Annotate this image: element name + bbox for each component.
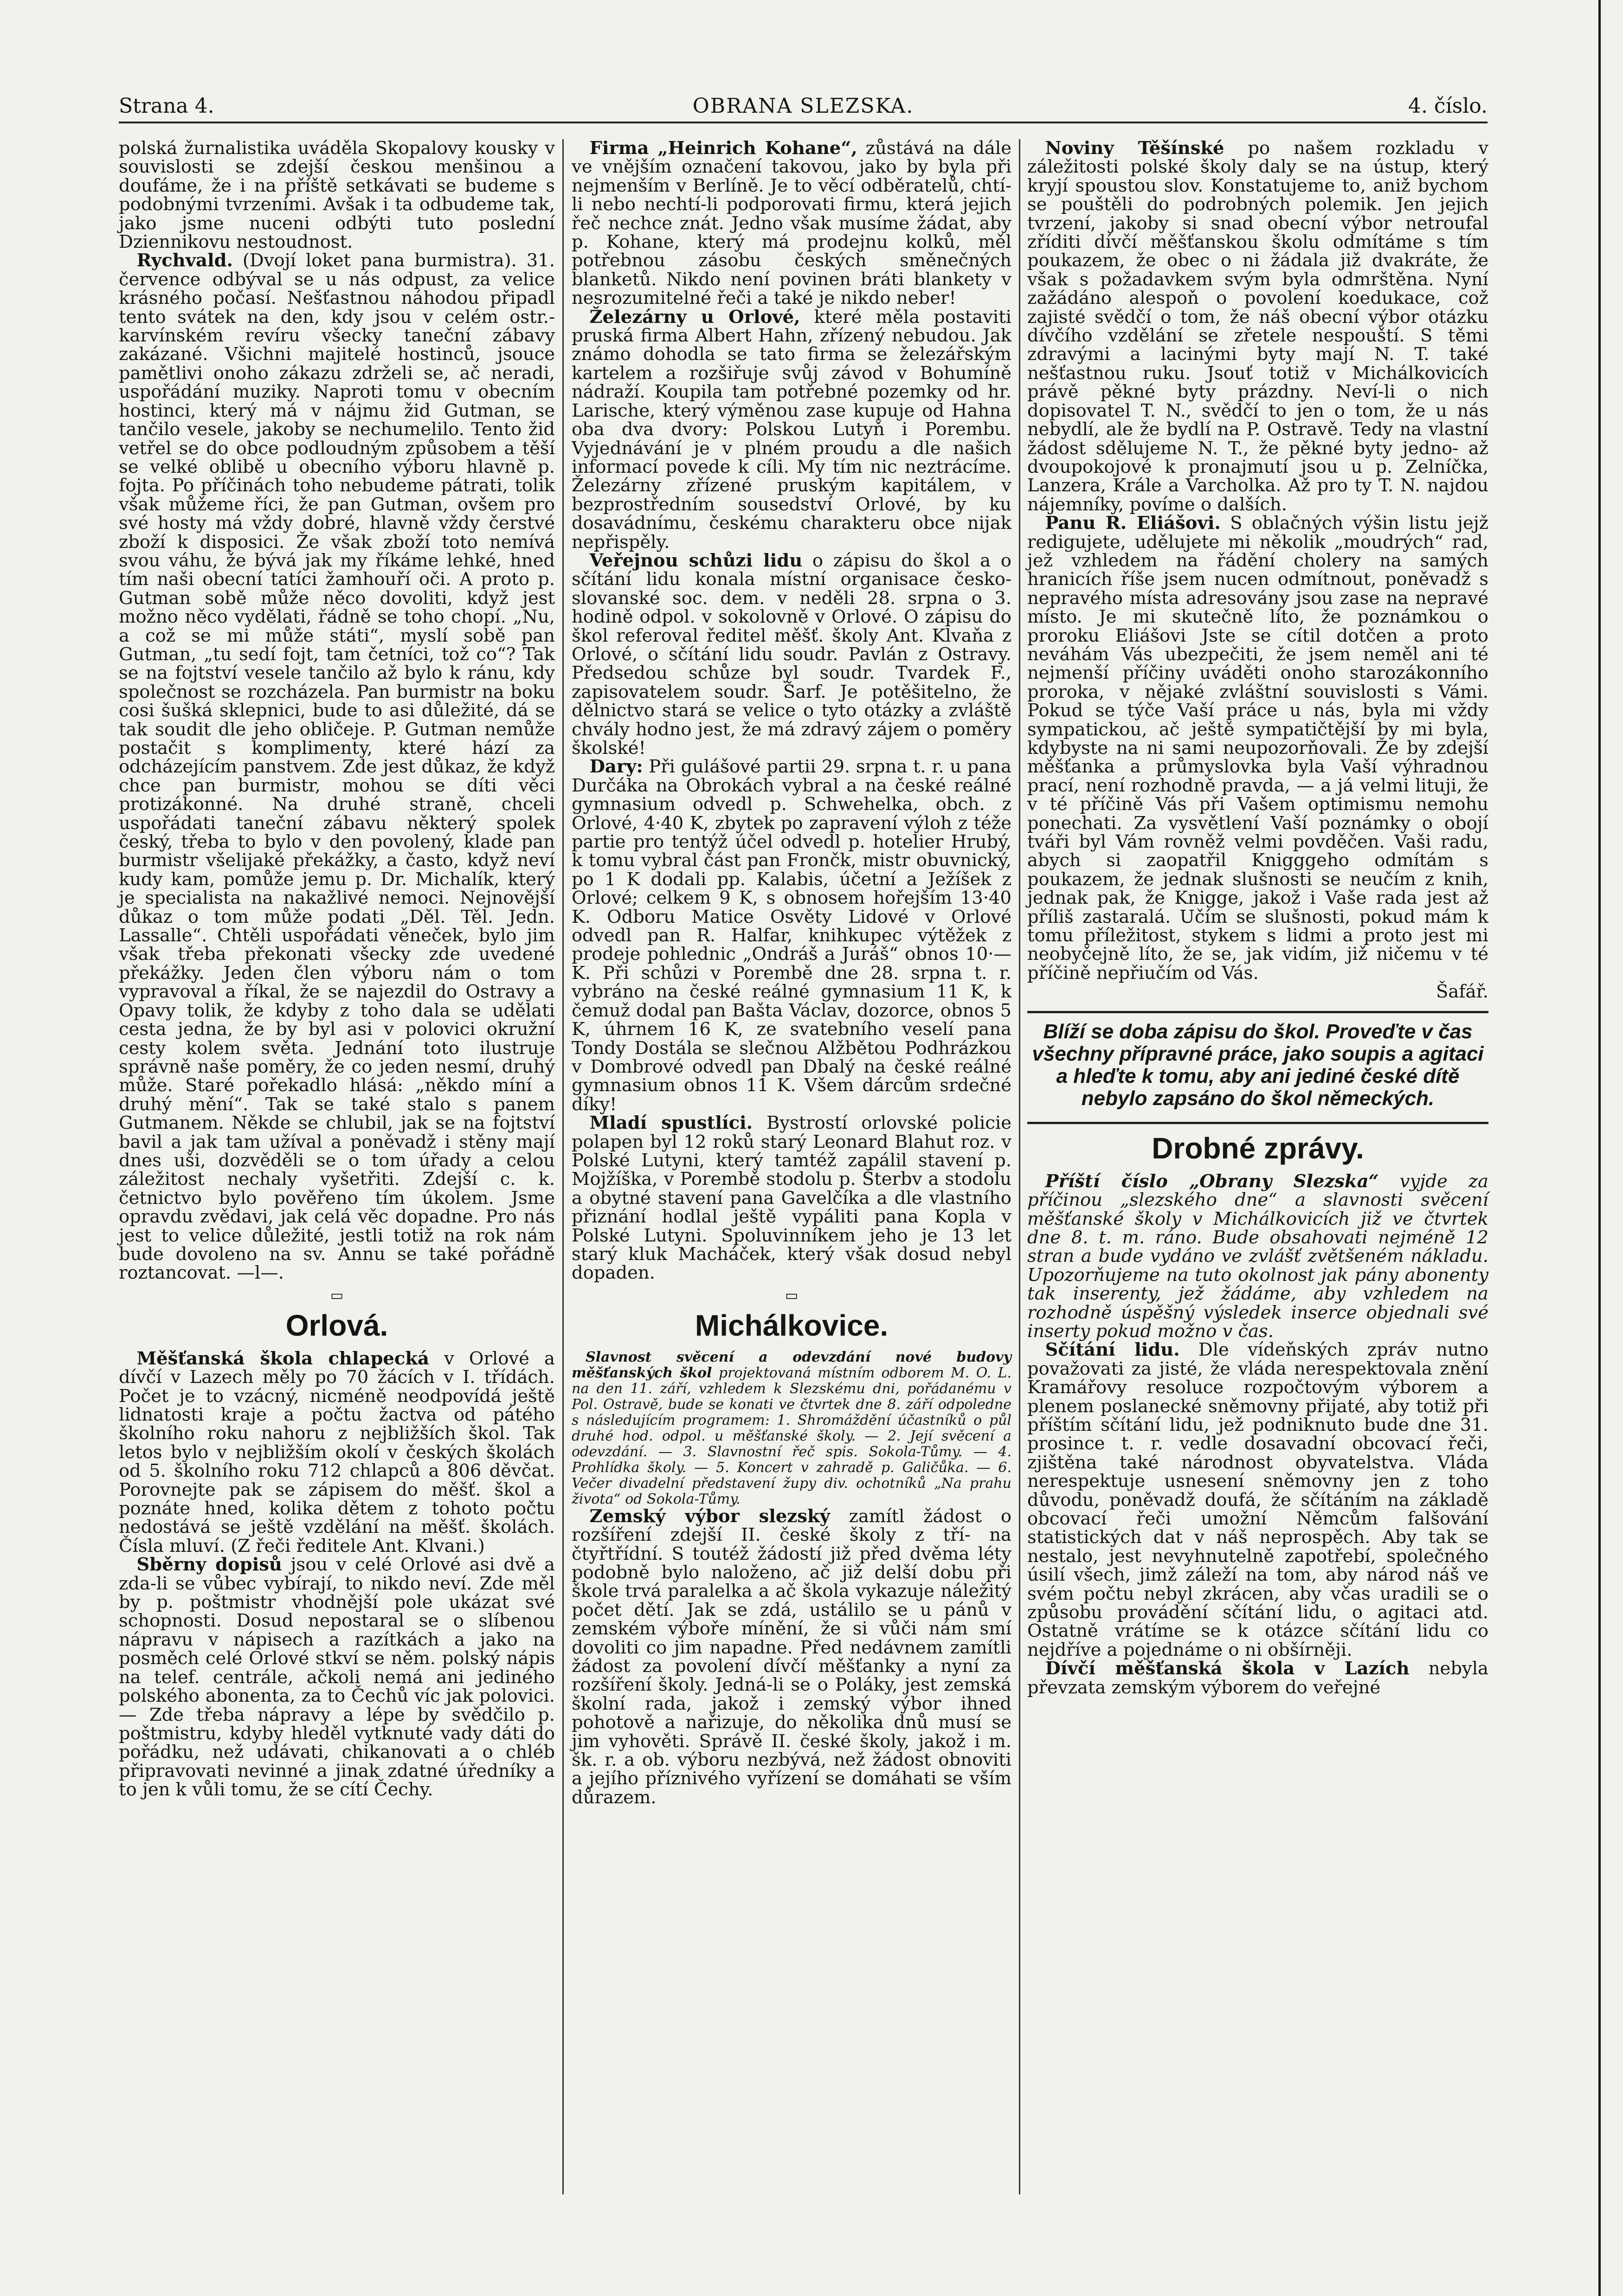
article-lead: Dary: <box>589 756 643 778</box>
article-lead: Veřejnou schůzi lidu <box>589 550 803 571</box>
section-ornament: ▭ <box>785 1287 799 1304</box>
article-paragraph: Železárny u Orlové, které měla postaviti pruská firma Albert Hahn, zřízený nebudou. Jak známo dohodla se tato firma se železářským kartelem a rozšiřuje svůj závod v Bohumíně nádraží. Koupila tam potřebné pozemky od hr. Larische, který výměnou zase kupuje od Hahna oba dva dvory: Polskou Lutyň i Porembu. Vyjednávání je v plném proudu a dle našich informací povede k cíli. My tím nic neztrácíme. Železárny zřízené pruským kapitálem, v bezprostředním sousedství Orlové, by ku dosavádnímu, českému charakteru obce nijak nepřispěly. <box>572 306 1011 553</box>
article-paragraph: Měšťanská škola chlapecká v Orlové a dívčí v Lazech měly po 70 žácích v I. třídách. Počet je to vzácný, nicméně neodpovídá ještě lidnatosti kraje a počtu žactva od pátého školního roku nahoru z nejbližších škol. Tak letos bylo v nejbližším okolí v českých školách od 5. školního roku 712 chlapců a 806 děvčat. Porovnejte pak se zápisem do měšť. škol a poznáte hned, kolika dětem z tohoto počtu nedostává se ještě vzdělání na měšť. školách. Čísla mluví. (Z řeči ředitele Ant. Klvani.) <box>119 1348 555 1556</box>
page-number: Strana 4. <box>119 94 214 118</box>
column-1 <box>119 139 555 1800</box>
article-paragraph: Mladí spustlíci. Bystrostí orlovské policie polapen byl 12 roků starý Leonard Blahut roz. v Polské Lutyni, který tamtéž zapálil stavení p. Mojžíška, v Porembě stodolu p. Šterbv a stodolu a obytné stavení pana Gavelčíka a dle vlastního přiznání hodlal ještě vypáliti pana Kopla v Polské Lutyni. Spoluvinníkem jeho je 13 let starý kluk Macháček, který však dosud nebyl dopaden. <box>572 1113 1011 1284</box>
article-paragraph: Rychvald. (Dvojí loket pana burmistra). 31. července odbýval se u nás odpust, za velice krásného počasí. Nešťastnou náhodou připadl tento svátek na den, kdy jsou v celém ostr.-karvínském revíru všecky taneční zábavy zakázané. Všichni majitelé hostinců, jsouce pamětlivi onoho zákazu zdrželi se, ač neradi, uspořádání muziky. Naproti tomu v obecním hostinci, který má v nájmu žid Gutman, se tančilo vesele, jakoby se nechumelilo. Tento žid vetřel se do obce podloudným způsobem a těší se velké oblibě u obecního výboru hlavně p. fojta. Po příčinách toho nebudeme pátrati, tolik však můžeme říci, že pan Gutman, ovšem pro své hosty má vždy dobré, hlavně vždy čerstvé zboží k disposici. Že však zboží toto nemívá svou váhu, že bývá jak my říkáme lehké, hned tím naši obecní tatíci žamhouří oči. A proto p. Gutman sobě může něco dovoliti, když jest možno něco vydělati, řádně se toho chopí. „Nu, a což se mi může státi“, myslí sobě pan Gutman, „tu sedí fojt, tam četníci, tož co“? Tak se na fojtství vesele tančilo až bylo k ránu, kdy společnost se rozcházela. Pan burmistr na boku cosi šušká sklepnici, bude to asi důležité, dá se tak soudit dle jeho obličeje. P. Gutman nemůže postačit s komplimenty, které hází za odcházejícím panstvem. Zde jest důkaz, že když chce pan burmistr, mohou se díti věci protizákonné. Na druhé straně, chceli uspořádati taneční zábavu některý spolek český, třeba to bylo v den povolený, klade pan burmistr všelijaké překážky, a často, když neví kudy kam, pomůže jemu p. Dr. Michalík, který je specialista na nakažlivé nemoci. Nejnovější důkaz o tom může podati „Děl. Těl. Jedn. Lassalle“. Chtěli uspořádati věneček, bylo jim však třeba překonati všecky zde uvedené překážky. Jeden člen výboru nám o tom vypravoval a říkal, že se najezdil do Ostravy a Opavy tolik, že kdyby z toho dala se udělati cesta jedna, že by byl asi v polovici okružní cesty kolem světa. Jednání toto ilustruje správně naše poměry, že co jeden nesmí, druhý může. Staré pořekadlo hlásá: „někdo míní a druhý mění“. Tak se také stalo s panem Gutmanem. Někde se chlubil, jak se na fojtství bavil a jak tam užíval a poněvadž i stěny mají dnes uši, dozvěděli se o tom úřady a celou záležitost nechaly vyšetřiti. Zdejší c. k. četnictvo bylo pověřeno tím úkolem. Jsme opravdu zvědavi, jak celá věc dopadne. Pro nás jest to velice důležité, jestli totiž na rok nám bude dovoleno na sv. Annu se také pořádně roztancovat. —l—. <box>119 250 555 1284</box>
article-paragraph: Zemský výbor slezský zamítl žádost o rozšíření zdejší II. české školy z tří- na čtyřtřídní. S toutéž žádostí již před dvěma léty podobně bylo naloženo, ač již delší dobu při škole trvá paralelka a ač škola vykazuje náležitý počet dětí. Jak se zdá, ustálilo se u pánů v zemském výboře mínění, že si vůči nám smí dovoliti co jim napadne. Před nedávnem zamítli žádost za povolení dívčí měšťanky a nyní za rozšíření školy. Jedná-li se o Poláky, jest zemská školní rada, jakož i zemský výbor ihned pohotově a nařizuje, do několika dnů musí se jim vyhověti. Správě II. české školy, jakož i m. šk. r. a ob. výboru nezbývá, než žádost obnoviti a jejího příznivého vyřízení se domáhati se vším důrazem. <box>572 1505 1011 1808</box>
school-enrollment-notice: Blíží se doba zápisu do škol. Proveďte v čas všechny přípravné práce, jako soupis a agitaci a hleďte k tomu, aby ani jediné české dítě nebylo zapsáno do škol německých. <box>1032 1020 1484 1110</box>
article-lead: Slavnost svěcení a odevzdání nové budovy měšťanských škol <box>572 1349 1011 1381</box>
article-lead: Dívčí měšťanská škola v Lazích <box>1045 1658 1410 1679</box>
article-lead: Firma „Heinrich Kohane“, <box>589 138 857 159</box>
scan-edge-line <box>1598 0 1601 2296</box>
column-rule <box>562 139 564 2194</box>
article-paragraph: Dívčí měšťanská škola v Lazích nebyla převzata zemským výborem do veřejné <box>1027 1658 1489 1698</box>
article-lead: Mladí spustlíci. <box>589 1113 753 1134</box>
page-header <box>119 91 1488 123</box>
section-heading: Michálkovice. <box>695 1308 889 1342</box>
masthead-title: OBRANA SLEZSKA. <box>692 94 914 118</box>
notice-rule-top <box>1027 1011 1488 1013</box>
article-paragraph: Veřejnou schůzi lidu o zápisu do škol a o sčítání lidu konala místní organisace česko-slovanské soc. dem. v neděli 28. srpna o 3. hodině odpol. v sokolovně v Orlové. O zápisu do škol referoval ředitel měšť. školy Ant. Klvaňa z Orlové, o sčítání lidu soudr. Pavlán z Ostravy. Předsedou schůze byl soudr. Tvardek F., zapisovatelem soudr. Šarf. Je potěšitelno, že dělnictvo stará se velice o tyto otázky a zvláště chvály hodno jest, že má zdravý zájem o poměry školské! <box>572 550 1011 759</box>
article-lead: Panu R. Eliášovi. <box>1045 513 1221 534</box>
article-paragraph: Noviny Těšínské po našem rozkladu v záležitosti polské školy daly se na ústup, který kryjí spoustou slov. Konstatujeme to, aniž bychom se pouštěli do podrobných polemik. Jen jejich tvrzení, jakoby si snad obecní výbor netroufal zříditi dívčí měšťanskou školu odmítáme s tím poukazem, že obec o ni žádala již dvakráte, že však s požadavkem svým byla odmrštěna. Nyní zažádáno alespoň o povolení koedukace, což zajisté svědčí o tom, že náš obecní výbor otázku dívčího vzdělání se zřetele nespouští. S těmi zdravými a lacinými byty mají N. T. také nešťastnou ruku. Jsouť totiž v Michálkovicích právě pěkné byty prázdny. Neví-li o nich dopisovatel T. N., svědčí to jen o tom, že u nás nebydlí, ale že bydlí na P. Ostravě. Tedy na vlastní žádost sdělujeme N. T., že pěkné byty jedno- až dvoupokojové k pronajmutí jsou u p. Zelníčka, Lanzera, Krále a Varcholka. Až pro ty T. N. najdou nájemníky, povíme o dalších. <box>1027 138 1489 515</box>
issue-number: 4. číslo. <box>1408 94 1488 118</box>
article-paragraph: Dary: Při gulášové partii 29. srpna t. r. u pana Durčáka na Obrokách vybral a na české reálné gymnasium odvedl p. Schwehelka, obch. z Orlové, 4·40 K, zbytek po zapravení výloh z téže partie pro tentýž účel odvedl p. hotelier Hrubý, k tomu vybral část pan Frončk, mistr obuvnický, po 1 K dodali pp. Kalabis, účetní a Ježíšek z Orlové; celkem 9 K, s obnosem hořejším 13·40 K. Odboru Matice Osvěty Lidové v Orlové odvedl pan R. Halfar, knihkupec výtěžek z prodeje pohlednic „Ondráš a Juráš“ obnos 10·— K. Při schůzi v Porembě dne 28. srpna t. r. vybráno na české reálné gymnasium 11 K, k čemuž dodal pan Bašta Václav, dozorce, obnos 5 K, úhrnem 16 K, ze svatebního veselí pana Tondy Dostála se slečnou Alžbětou Podhrázkou v Dombrové odvedl pan Dbalý na české reálné gymnasium obnos 11 K. Všem dárcům srdečné díky! <box>572 756 1011 1115</box>
column-rule <box>1019 139 1020 2194</box>
article-lead: Sčítání lidu. <box>1045 1339 1180 1361</box>
section-ornament: ▭ <box>330 1287 344 1304</box>
article-lead: Noviny Těšínské <box>1045 138 1224 159</box>
column-3 <box>1027 139 1488 1697</box>
notice-rule-bottom <box>1027 1122 1488 1124</box>
article-lead: Sběrny dopisů <box>136 1554 282 1576</box>
author-signature: Šafář. <box>1436 981 1488 1003</box>
article-lead: Rychvald. <box>136 250 233 271</box>
article-lead: Zemský výbor slezský <box>589 1505 831 1527</box>
announcement-paragraph: Slavnost svěcení a odevzdání nové budovy měšťanských škol projektovaná místním odborem M. O. L. na den 11. září, vzhledem k Slezskému dni, pořádanému v Pol. Ostravě, bude se konati ve čtvrtek dne 8. září odpoledne s následujícím programem: 1. Shromáždění účastníků o půl druhé hod. odpol. u měšťanské školy. — 2. Její svěcení a odevzdání. — 3. Slavnostní řeč spis. Sokola-Tůmy. — 4. Prohlídka školy. — 5. Koncert v zahradě p. Galičůka. — 6. Večer divadelní představení župy div. ochotníků „Na prahu života“ od Sokola-Tůmy. <box>572 1349 1011 1507</box>
article-paragraph: Firma „Heinrich Kohane“, zůstává na dále ve vnějším označení takovou, jako by byla při nejmenším v Berlíně. Je to věcí odběratelů, chtí-li nebo nechtí-li podporovati firmu, která jejich řeč nechce znát. Jedno však musíme žádat, aby p. Kohane, který má prodejnu kolků, měl potřebnou zásobu českých směnečných blanketů. Nikdo není povinen bráti blankety v nesrozumitelné řeči a také je nikdo neber! <box>572 138 1012 309</box>
section-heading: Orlová. <box>285 1308 388 1342</box>
column-2 <box>572 139 1011 1807</box>
article-paragraph: Sčítání lidu. Dle vídeňských zpráv nutno považovati za jisté, že vláda nerespektovala znění Kramářovy resoluce rozpočtovým výborem a plenem poslanecké sněmovny přijaté, aby totiž při příštím sčítání lidu, jež podniknuto bude dne 31. prosince t. r. vedle dosavadní obcovací řeči, zjištěna také národnost obyvatelstva. Vláda nerespektuje usnesení sněmovny jen z toho důvodu, poněvadž doufá, že sčítáním na základě obcovací řeči umožní Němcům falšování statistických dat v náš neprospěch. Aby tak se nestalo, jest nevyhnutelně zapotřebí, společného úsilí všech, jimž záleží na tom, aby národ náš ve svém počtu nebyl zkrácen, aby včas uradili se o způsobu provádění sčítání lidu, o agitaci atd. Ostatně vrátíme se k otázce sčítání lidu co nejdříve a pojednáme o ni obšírněji. <box>1027 1339 1488 1660</box>
article-lead: Železárny u Orlové, <box>589 306 800 328</box>
article-lead: Příští číslo „Obrany Slezska“ <box>1045 1171 1379 1192</box>
article-paragraph: polská žurnalistika uváděla Skopalovy kousky v souvislosti se zdejší českou menšinou a doufáme, že i na příště setkávati se budeme s podobnými tvrzeními. Avšak i ta odbudeme tak, jako jsme nuceni odbýti tuto poslední Dziennikovu nestoudnost. <box>119 138 555 253</box>
article-paragraph: Příští číslo „Obrany Slezska“ vyjde za příčinou „slezského dne“ a slavnosti svěcení měšťanské školy v Michálkovicích již ve čtvrtek dne 8. t. m. ráno. Bude obsahovati nejméně 12 stran a bude vydáno ve zvlášť zvětšeném nákladu. Upozorňujeme na tuto okolnost jak pány abonenty tak inserenty, jež žádáme, aby vzhledem na rozhodně úspěšný výsledek inserce objednali své inserty pokud možno v čas. <box>1027 1171 1488 1342</box>
section-heading: Drobné zprávy. <box>1152 1131 1364 1165</box>
article-lead: Měšťanská škola chlapecká <box>136 1348 429 1369</box>
article-paragraph: Sběrny dopisů jsou v celé Orlové asi dvě a zda-li se vůbec vybírají, to nikdo neví. Zde měl by p. poštmistr vhodnější pole ukázat své schopnosti. Dosud nepostaral se o slíbenou nápravu v nápisech a razítkách a jako na posměch celé Orlové stkví se něm. polský nápis na telef. centrále, ačkoli nemá ani jediného polského abonenta, za to Čechů víc jak polovici. — Zde třeba nápravy a lépe by svědčilo p. poštmistru, kdyby hleděl vytknuté vady dáti do pořádku, než udávati, chikanovati a o chléb připravovati nevinné a jinak zdatné úředníky a to jen k vůli tomu, že se cítí Čechy. <box>119 1554 555 1801</box>
article-paragraph: Panu R. Eliášovi. S oblačných výšin listu jejž redigujete, udělujete mi několik „moudrých“ rad, jež vzhledem na řádění cholery na samých hranicích říše jsem nucen odmítnout, poněvadž s nepravého místa adresovány jsou zase na nepravé místo. Je mi skutečně líto, že poznámkou o proroku Eliášovi Jste se cítil dotčen a proto neváhám Vás ubezpečiti, že jsem neměl ani té nejmenší příčiny uváděti onoho starozákonního proroka, v nějaké zvláštní souvislosti s Vámi. Pokud se týče Vaší práce u nás, byla mi vždy sympatickou, ač ještě sympatičtější by mi byla, kdybyste na ni sami neupozorňovali. Že by zdejší měšťanka a průmyslovka byla Vaší výhradnou prací, není rozhodně pravda, — a já velmi lituji, že v té příčině Vás při Vašem optimismu nemohu ponechati. Za vysvětlení Vaší poznámky o obojí tváři byl Vám rovněž velmi povděčen. Vaši radu, abych si zaopatřil Knigggeho odmítám s poukazem, že jednak slušnosti se neučím z knih, jednak pak, že Knigge, jakož i Vaše rada jest až příliš zastaralá. Učím se slušnosti, pokud mám k tomu příležitost, stykem s lidmi a proto jest mi neobyčejně líto, že se, jak vidím, již ničemu v té příčině nepřiučím od Vás. <box>1027 513 1488 984</box>
